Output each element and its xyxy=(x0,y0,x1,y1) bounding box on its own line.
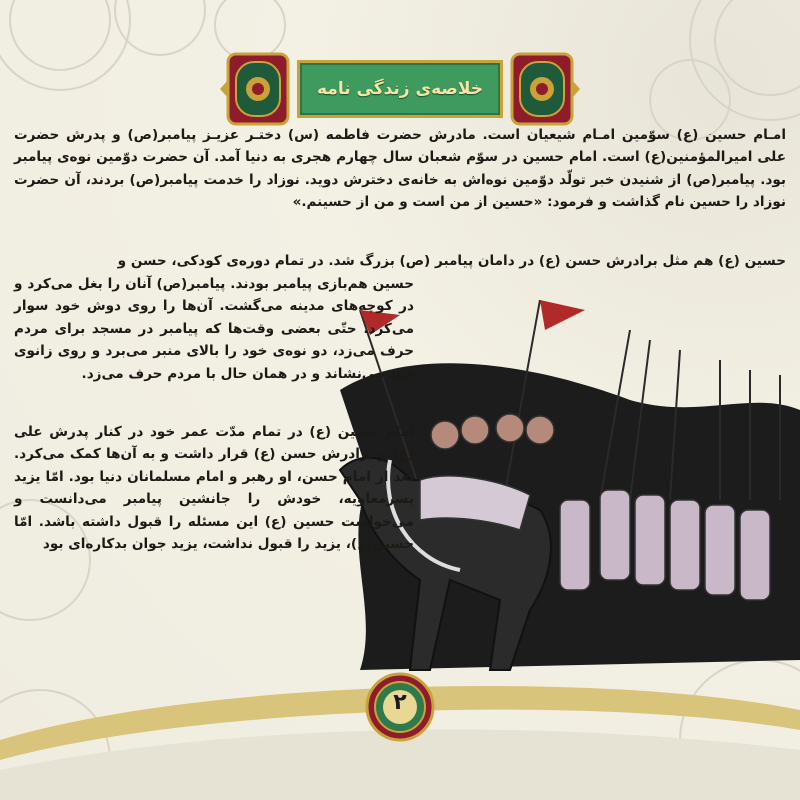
title-plate xyxy=(297,60,503,118)
paragraph-imamate: امام حسین (ع) در تمام مدّت عمر خود در کنار پدرش علی (ع) و برادرش حسن (ع) قرار داشت و به آن‌ها کمک می‌کرد. بعد از امام حسن، او رهبر و امام مسلمانان دنیا بود. امّا یزید پسرمعاویه، خودش را جانشین پیامبر می‌دانست و می‌خواست حسین (ع) این مسئله را قبول داشته باشد. امّا حسین(ع)، یزید را قبول نداشت، یزید جوان بدکاره‌ای بود xyxy=(14,424,414,553)
left-ornament xyxy=(220,50,295,128)
paragraph-intro: امـام حسین (ع) سوّمین امـام شیعیان است. مادرش حضرت فاطمه (س) دختـر عزیـز پیامبر(ص) و پدرش حضرت علی امیرالمؤمنین(ع) است. امام حسین در سوّم شعبان سال چهارم هجری به دنیا آمد. آن حضرت دوّمین نوه‌ی پیامبر بود. پیامبر(ص) از شنیدن خبر تولّد دوّمین نوه‌اش به خانه‌ی دخترش دوید. نوزاد را خدمت پیامبر(ص) بردند، آن حضرت نوزاد را حسین نام گذاشت و فرمود: «حسین از من است و من از حسینم.» xyxy=(14,127,786,211)
page-number: ۲ xyxy=(393,690,407,715)
paragraph-childhood: حسین هم‌بازی پیامبر بودند. پیامبر(ص) آنان را بغل می‌کرد و در کوچه‌های مدینه می‌گشت. آن‌ها را روی دوش خود سوار می‌کرد. حتّی بعضی وقت‌ها که پیامبر در مسجد برای مردم حرف می‌زد، دو نوه‌ی خود را بالای منبر می‌برد و روی زانوی خود می‌نشاند و در همان حال با مردم حرف می‌زد. xyxy=(14,276,414,382)
page-title: خلاصه‌ی زندگی نامه xyxy=(317,79,483,99)
right-ornament xyxy=(505,50,580,128)
paragraph-childhood-start: حسین (ع) هم مثل برادرش حسن (ع) در دامان پیامبر (ص) بزرگ شد. در تمام دوره‌ی کودکی، حسن و xyxy=(117,253,786,269)
